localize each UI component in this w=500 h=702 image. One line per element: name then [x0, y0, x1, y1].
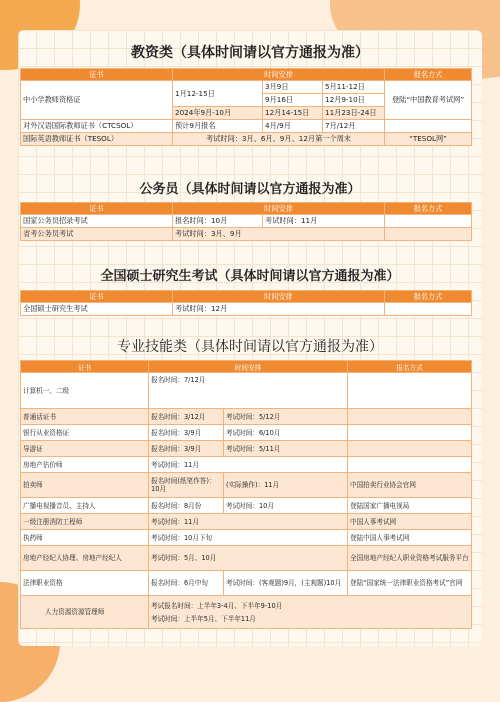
cert-name: 房地产经纪人协理、房地产经纪人 — [21, 546, 149, 571]
time-cell: 5月11-12日 — [323, 81, 385, 94]
method-cell — [348, 441, 472, 457]
time-cell: 2024年9月-10月 — [173, 107, 263, 120]
method-cell — [385, 303, 472, 316]
time-cell: 考试时间：(客观题)9月，(主观题)10月 — [224, 571, 348, 596]
time-cell: 考试时间：10月 — [224, 498, 348, 514]
time-cell: 考试时间：3月、6月、9月、12月第一个周末 — [173, 133, 385, 146]
time-cell: 报名时间：3/9月 — [149, 425, 224, 441]
cert-name: 拍卖师 — [21, 473, 149, 498]
time-cell: 报名时间：8月份 — [149, 498, 224, 514]
time-cell: 考试时间：3月、9月 — [173, 228, 385, 241]
section-title-grad: 全国硕士研究生考试（具体时间请以官方通报为准） — [100, 269, 400, 284]
time-cell: 11月23日-24日 — [323, 107, 385, 120]
method-cell: 全国房地产经纪人职业资格考试服务平台 — [348, 546, 472, 571]
teacher-table — [20, 68, 472, 146]
time-cell: 考试时间：10月下旬 — [149, 530, 348, 546]
header-schedule: 时间安排 — [173, 203, 385, 215]
cert-name: 法律职业资格 — [21, 571, 149, 596]
header-schedule: 时间安排 — [149, 361, 348, 373]
header-method: 报名方式 — [385, 291, 472, 303]
method-cell: 中国拍卖行业协会官网 — [348, 473, 472, 498]
method-cell: 登陆“国家统一法律职业资格考试”官网 — [348, 571, 472, 596]
time-cell: 考试时间：5/12月 — [224, 409, 348, 425]
time-cell: 报名时间(纸笔作答)：10月 — [149, 473, 224, 498]
method-cell — [385, 120, 472, 133]
header-cert: 证书 — [21, 291, 173, 303]
section-title-teacher: 教资类（具体时间请以官方通报为准） — [131, 45, 369, 61]
time-cell: 9月16日 — [263, 94, 323, 107]
time-cell: 报名时间：3/12月 — [149, 409, 224, 425]
cert-name: 房地产估价师 — [21, 457, 149, 473]
cert-name: 国家公务员招录考试 — [21, 215, 173, 228]
cert-name: 广播电视播音员、主持人 — [21, 498, 149, 514]
time-cell: 报名时间：3/9月 — [149, 441, 224, 457]
time-cell: 考试时间：11月 — [149, 457, 348, 473]
method-cell — [348, 457, 472, 473]
cert-name: 中小学教师资格证 — [21, 81, 173, 120]
method-cell — [348, 409, 472, 425]
time-cell: 7月/12月 — [323, 120, 385, 133]
time-cell — [149, 596, 472, 629]
cert-name: 对外汉语国际教师证书（CTCSOL） — [21, 120, 173, 133]
cert-name: 导游证 — [21, 441, 149, 457]
time-cell: 报名时间：7/12月 — [149, 373, 348, 409]
header-method: 报名方式 — [385, 69, 472, 81]
time-cell: 12月14-15日 — [263, 107, 323, 120]
time-cell: 考试时间：11月 — [263, 215, 385, 228]
method-cell: 登陆“中国教育考试网” — [385, 81, 472, 120]
header-cert: 证书 — [21, 69, 173, 81]
cert-name: 人力资源资源管理师 — [21, 596, 149, 629]
cert-name: 省考公务员考试 — [21, 228, 173, 241]
time-cell: 预计9月报名 — [173, 120, 263, 133]
time-cell: 考试时间：5月、10月 — [149, 546, 348, 571]
header-schedule: 时间安排 — [173, 291, 385, 303]
method-cell — [348, 425, 472, 441]
cert-name: 银行从业资格证 — [21, 425, 149, 441]
header-cert: 证书 — [21, 361, 149, 373]
time-line: 考试报名时间：上半年3-4月、下半年9-10月 — [151, 601, 283, 610]
grad-table — [20, 290, 472, 316]
time-cell: 报名时间：10月 — [173, 215, 263, 228]
time-cell: 考试时间：6/10月 — [224, 425, 348, 441]
header-schedule: 时间安排 — [173, 69, 385, 81]
civil-table — [20, 202, 472, 241]
method-cell: 登陆中国人事考试网 — [348, 530, 472, 546]
time-cell: 考试时间：5/11月 — [224, 441, 348, 457]
cert-name: 计算机一、二级 — [21, 373, 149, 409]
time-cell: 考试时间：12月 — [173, 303, 385, 316]
time-cell: 报名时间：6月中旬 — [149, 571, 224, 596]
method-cell — [385, 228, 472, 241]
cert-name: 全国硕士研究生考试 — [21, 303, 173, 316]
time-cell: (实际操作)：11月 — [224, 473, 348, 498]
method-cell: “TESOL网” — [385, 133, 472, 146]
section-title-civil: 公务员（具体时间请以官方通报为准） — [139, 182, 361, 197]
time-cell: 3月9日 — [263, 81, 323, 94]
header-cert: 证书 — [21, 203, 173, 215]
time-cell: 12月9-10日 — [323, 94, 385, 107]
cert-name: 一级注册消防工程师 — [21, 514, 149, 530]
section-title-pro: 专业技能类（具体时间请以官方通报为准） — [117, 339, 383, 355]
method-cell: 中国人事考试网 — [348, 514, 472, 530]
cert-name: 执药师 — [21, 530, 149, 546]
method-cell — [385, 215, 472, 228]
cert-name: 普通话证书 — [21, 409, 149, 425]
header-method: 报名方式 — [385, 203, 472, 215]
method-cell — [348, 373, 472, 409]
header-method: 报名方式 — [348, 361, 472, 373]
method-cell: 登陆国家广播电视局 — [348, 498, 472, 514]
time-cell: 1月12-15日 — [173, 81, 263, 107]
cert-name: 国际英语教师证书（TESOL） — [21, 133, 173, 146]
time-cell: 考试时间：11月 — [149, 514, 348, 530]
time-cell: 4月/9月 — [263, 120, 323, 133]
pro-table — [20, 360, 472, 629]
time-line: 考试时间：上半年5月、下半年11月 — [151, 614, 256, 623]
